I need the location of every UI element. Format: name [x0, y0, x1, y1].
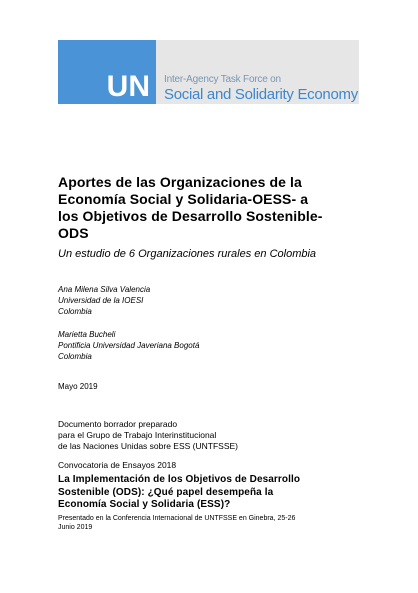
document-subtitle: Un estudio de 6 Organizaciones rurales en Colombia [58, 248, 317, 260]
title-line: ODS [58, 225, 89, 241]
title-line: Aportes de las Organizaciones de la [58, 174, 302, 190]
author-country: Colombia [58, 352, 92, 361]
document-title [58, 174, 388, 242]
theme-line: Sostenible (ODS): ¿Qué papel desempeña la [58, 486, 274, 498]
author-block [58, 329, 199, 362]
call-for-papers: Convocatoria de Ensayos 2018 [58, 460, 177, 470]
title-line: los Objetivos de Desarrollo Sostenible- [58, 208, 323, 224]
untfsse-banner [58, 40, 359, 104]
presented-line: Presentado en la Conferencia Internacional de UNTFSSE en Ginebra, 25-26 [58, 515, 296, 522]
author-affiliation: Pontificia Universidad Javeriana Bogotá [58, 341, 200, 350]
title-line: Economía Social y Solidaria-OESS- a [58, 191, 309, 207]
author-block [58, 284, 150, 317]
theme-line: Economía Social y Solidaria (ESS)? [58, 499, 231, 510]
banner-tagline: Inter-Agency Task Force on [164, 74, 281, 85]
banner-name: Social and Solidarity Economy [164, 86, 358, 103]
un-logo-text: UN [106, 70, 150, 103]
author-name: Marietta Bucheli [58, 330, 116, 339]
draft-line: de las Naciones Unidas sobre ESS (UNTFSSE) [58, 441, 238, 451]
draft-note [58, 419, 238, 452]
theme-line: La Implementación de los Objetivos de Desarrollo [58, 474, 301, 485]
document-date: Mayo 2019 [58, 382, 98, 391]
draft-line: Documento borrador preparado [58, 419, 178, 429]
presented-note [58, 514, 295, 532]
presented-line: Junio 2019 [58, 524, 93, 531]
un-logo [58, 40, 156, 104]
draft-line: para el Grupo de Trabajo Interinstitucional [58, 430, 217, 440]
author-affiliation: Universidad de la IOESI [58, 296, 144, 305]
author-country: Colombia [58, 307, 92, 316]
call-theme [58, 474, 378, 512]
author-name: Ana Milena Silva Valencia [58, 285, 151, 294]
